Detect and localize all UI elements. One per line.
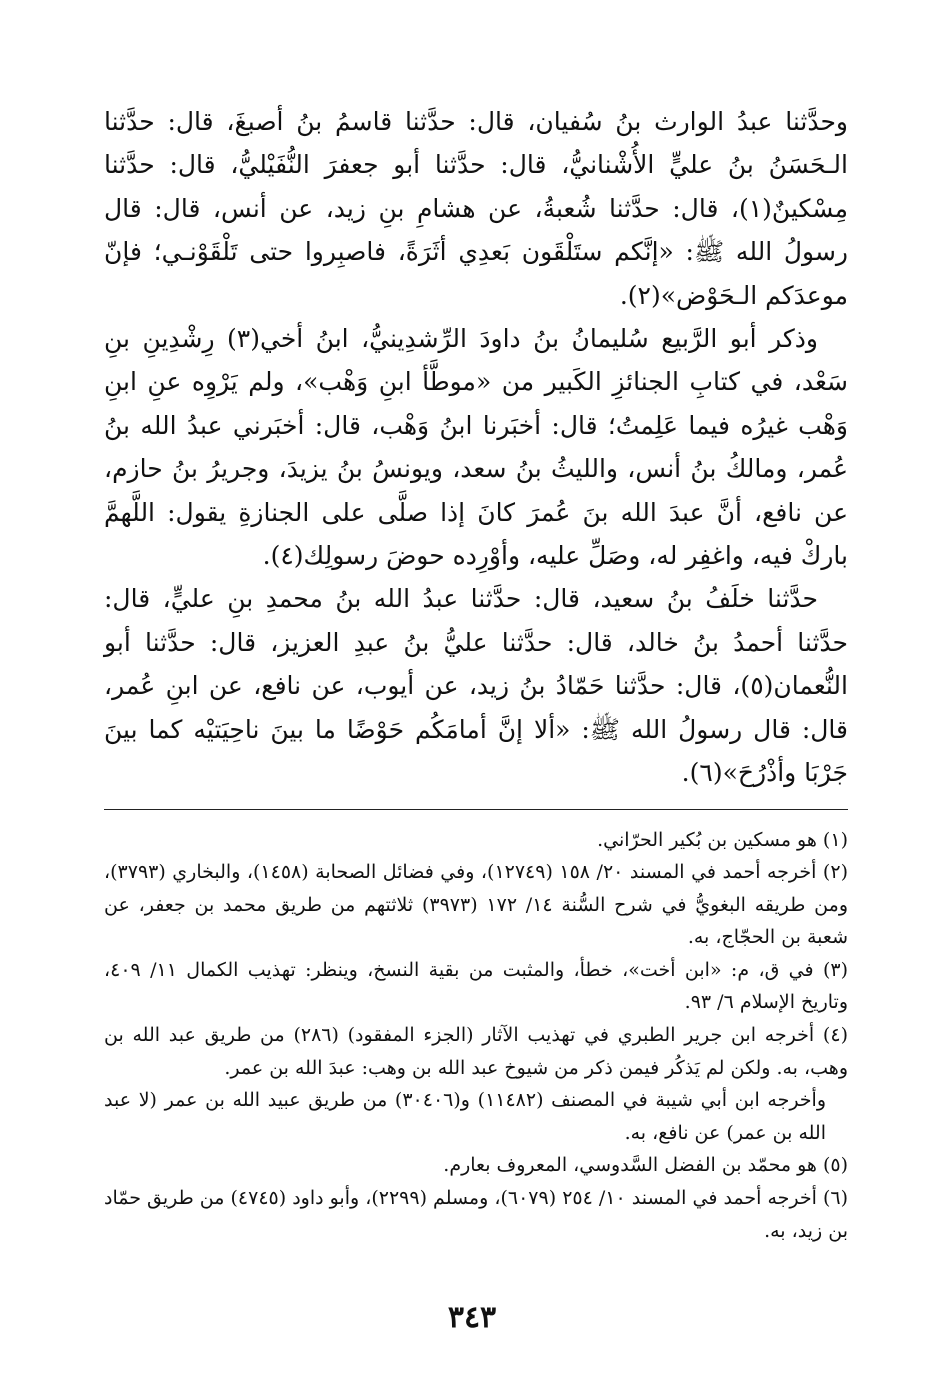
- footnote-6: (٦) أخرجه أحمد في المسند ١٠/ ٢٥٤ (٦٠٧٩)، ومسلم (٢٢٩٩)، وأبو داود (٤٧٤٥) من طريق حمّاد بن زيد، به.: [104, 1187, 849, 1242]
- footnote-4-continued: وأخرجه ابن أبي شيبة في المصنف (١١٤٨٢) و(٣٠٤٠٦) من طريق عبيد الله بن عمر (لا عبد الله بن عمر) عن نافع، به.: [104, 1089, 827, 1144]
- footnote-1: (١) هو مسكين بن بُكير الحرّاني.: [597, 828, 848, 851]
- main-text: [104, 100, 848, 795]
- paragraph-2: وذكر أبو الرَّبيع سُليمانُ بنُ داودَ الرِّشدِينيُّ، ابنُ أخي(٣) رِشْدِينِ بنِ سَعْد، في كتابِ الجنائزِ الكَبير من «موطَّأ ابنِ وَهْب»، ولم يَرْوِه عنِ ابنِ وَهْب غيرُه فيما عَلِمتُ؛ قال: أخبَرنا ابنُ وَهْب، قال: أخبَرني عبدُ الله بنُ عُمر، ومالكُ بنُ أنس، والليثُ بنُ سعد، ويونسُ بنُ يزيدَ، وجريرُ بنُ حازم، عن نافع، أنَّ عبدَ الله بنَ عُمرَ كانَ إذا صلَّى على الجنازةِ يقول: اللَّهمَّ باركْ فيه، واغفِر له، وصَلِّ عليه، وأوْرِده حوضَ رسولِك(٤).: [104, 324, 848, 571]
- paragraph-3: حدَّثنا خلَفُ بنُ سعيد، قال: حدَّثنا عبدُ الله بنُ محمدِ بنِ عليٍّ، قال: حدَّثنا أحمدُ بنُ خالد، قال: حدَّثنا عليُّ بنُ عبدِ العزيز، قال: حدَّثنا أبو النُّعمان(٥)، قال: حدَّثنا حَمّادُ بنُ زيد، عن أيوب، عن نافع، عن ابنِ عُمر، قال: قال رسولُ الله ﷺ: «ألا إنَّ أمامَكُم حَوْضًا ما بينَ ناحِيَتيْه كما بينَ جَرْبَا وأذْرُحَ»(٦).: [104, 584, 849, 788]
- footnote-3: (٣) في ق، م: «ابن أخت»، خطأ، والمثبت من بقية النسخ، وينظر: تهذيب الكمال ١١/ ٤٠٩، وتاريخ الإسلام ٦/ ٩٣.: [104, 958, 848, 1014]
- footnote-2: (٢) أخرجه أحمد في المسند ٢٠/ ١٥٨ (١٢٧٤٩)، وفي فضائل الصحابة (١٤٥٨)، والبخاري (٣٧٩٣)، ومن طريقه البغويُّ في شرح السُّنة ١٤/ ١٧٢ (٣٩٧٣) ثلاثتهم من طريق محمد بن جعفر، عن شعبة بن الحجّاج، به.: [104, 861, 848, 949]
- page-content: [104, 100, 848, 1247]
- page-number: ٣٤٣: [447, 1300, 497, 1335]
- footnote-separator: [104, 809, 848, 810]
- footnote-5: (٥) هو محمّد بن الفضل السَّدوسي، المعروف بعارم.: [443, 1154, 848, 1177]
- footnote-4: (٤) أخرجه ابن جرير الطبري في تهذيب الآثار (الجزء المفقود) (٢٨٦) من طريق عبد الله بن وهب، به. ولكن لم يَذكُر فيمن ذكر من شيوخ عبد الله بن وهب: عبدَ الله بن عمر.: [104, 1024, 848, 1079]
- paragraph-1: وحدَّثنا عبدُ الوارث بنُ سُفيان، قال: حدَّثنا قاسمُ بنُ أصبغَ، قال: حدَّثنا الـحَسَنُ بنُ عليٍّ الأُشْنانيُّ، قال: حدَّثنا أبو جعفرَ النُّفَيْليُّ، قال: حدَّثنا مِسْكينٌ(١)، قال: حدَّثنا شُعبةُ، عن هشامِ بنِ زيد، عن أنس، قال: قال رسولُ الله ﷺ: «إنَّكم ستَلْقَون بَعدِي أثَرَةً، فاصبِروا حتى تَلْقَوْنـي؛ فإنّ موعدَكم الـحَوْض»(٢).: [104, 107, 848, 310]
- footnotes: [104, 824, 848, 1248]
